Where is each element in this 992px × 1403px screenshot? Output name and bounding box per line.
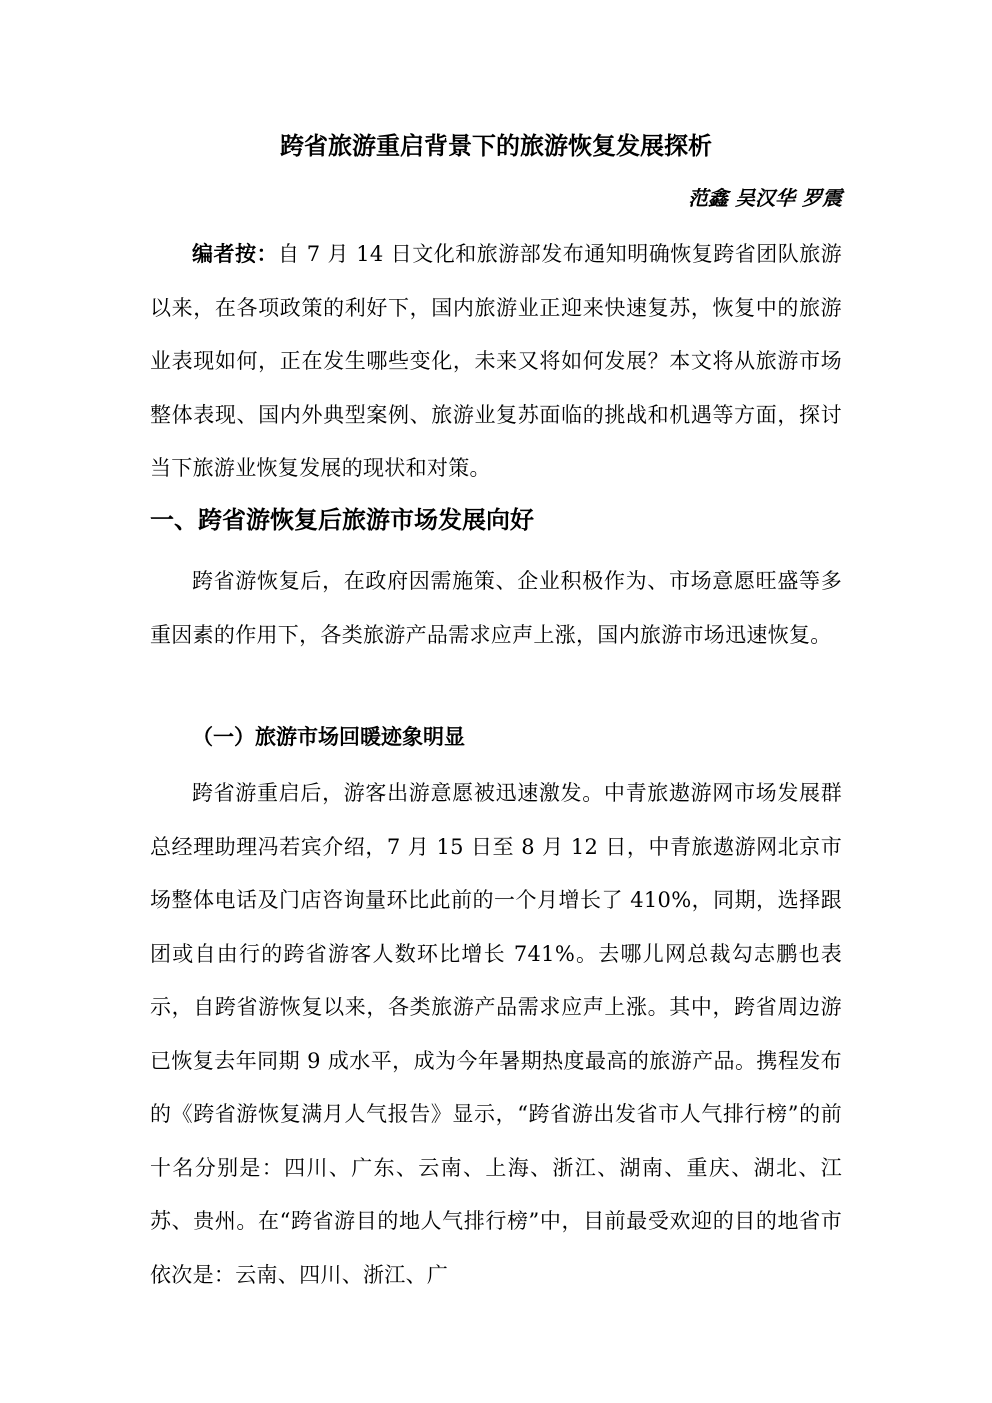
document-title: 跨省旅游重启背景下的旅游恢复发展探析 <box>280 132 712 160</box>
editor-note-label: 编者按： <box>192 242 279 266</box>
section-paragraph: 跨省游恢复后，在政府因需施策、企业积极作为、市场意愿旺盛等多重因素的作用下，各类旅游产品需求应声上涨，国内旅游市场迅速恢复。 <box>150 569 842 647</box>
document-authors: 范鑫 吴汉华 罗震 <box>688 186 842 210</box>
editor-note-text: 自 7 月 14 日文化和旅游部发布通知明确恢复跨省团队旅游以来，在各项政策的利好下，国内旅游业正迎来快速复苏，恢复中的旅游业表现如何，正在发生哪些变化，未来又将如何发展？本文将从旅游市场整体表现、国内外典型案例、旅游业复苏面临的挑战和机遇等方面，探讨当下旅游业恢复发展的现状和对策。 <box>150 242 843 480</box>
section-heading: 一、跨省游恢复后旅游市场发展向好 <box>150 506 534 534</box>
subsection-paragraph: 跨省游重启后，游客出游意愿被迅速激发。中青旅遨游网市场发展群总经理助理冯若宾介绍，7 月 15 日至 8 月 12 日，中青旅遨游网北京市场整体电话及门店咨询量环比此前的一个月增长了 410%，同期，选择跟团或自由行的跨省游客人数环比增长 741%。去哪儿网总裁勾志鹏也表示，自跨省游恢复以来，各类旅游产品需求应声上涨。其中，跨省周边游已恢复去年同期 9 成水平，成为今年暑期热度最高的旅游产品。携程发布的《跨省游恢复满月人气报告》显示，“跨省游出发省市人气排行榜”的前十名分别是：四川、广东、云南、上海、浙江、湖南、重庆、湖北、江苏、贵州。在“跨省游目的地人气排行榜”中，目前最受欢迎的目的地省市依次是：云南、四川、浙江、广 <box>150 781 842 1287</box>
editor-note-paragraph <box>150 228 842 496</box>
subsection-heading: （一）旅游市场回暖迹象明显 <box>192 725 465 749</box>
